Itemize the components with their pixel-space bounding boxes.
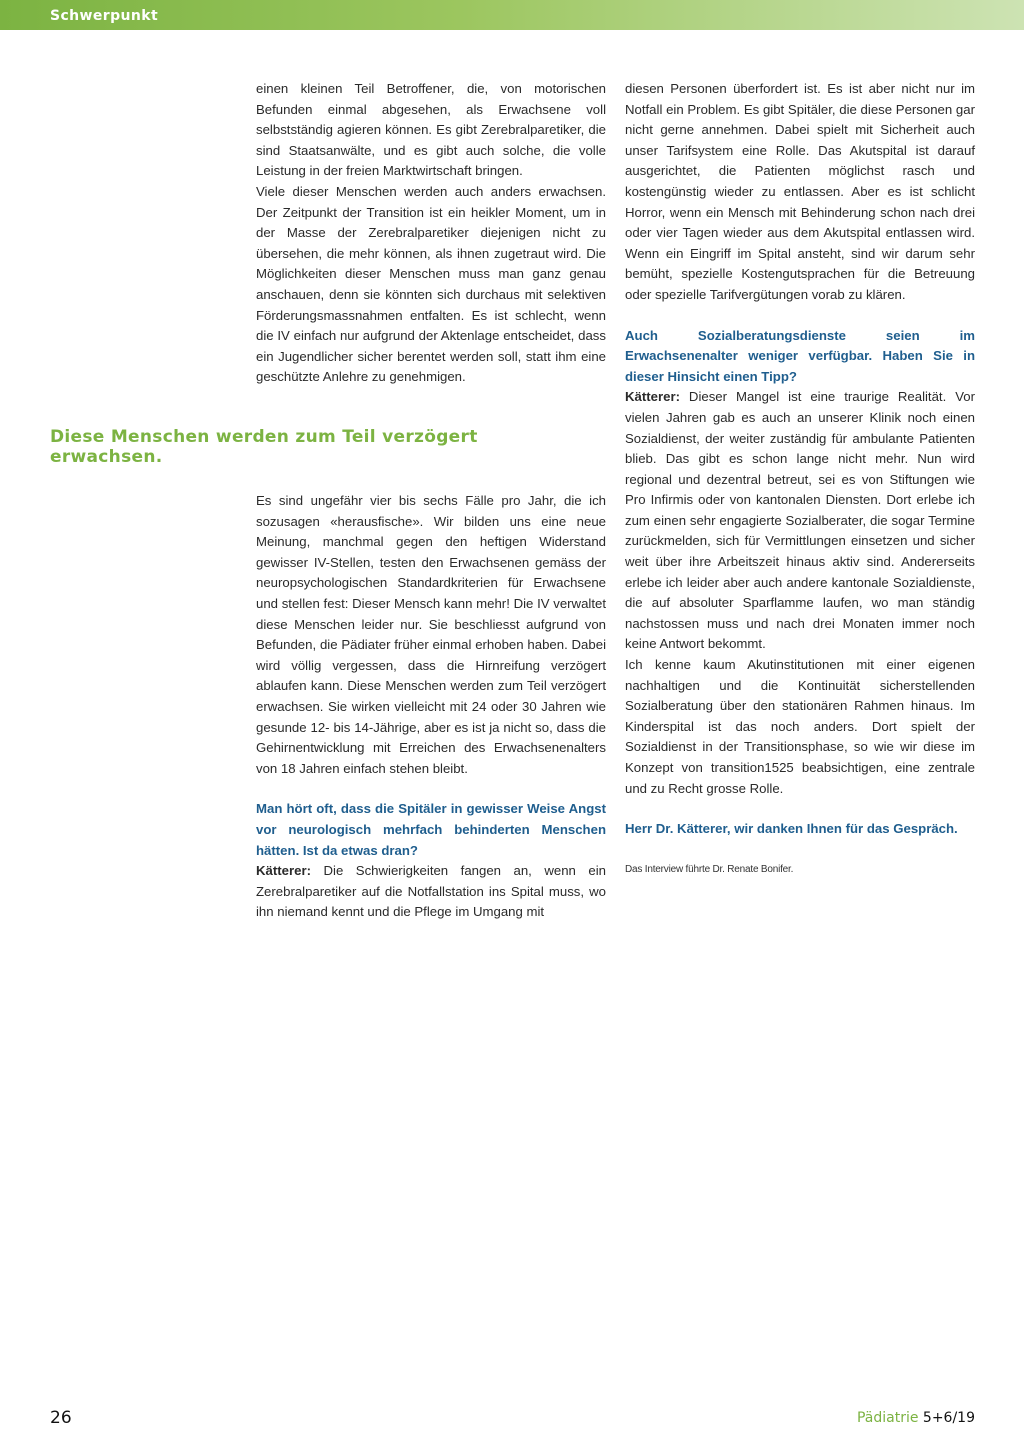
interview-question: Auch Sozialberatungsdienste seien im Erwachsenenalter weniger verfügbar. Haben Sie in dieser Hinsicht einen Tipp? — [625, 327, 975, 384]
issue-number: 5+6/19 — [922, 1410, 975, 1426]
interview-answer — [256, 861, 606, 923]
paragraph: Es sind ungefähr vier bis sechs Fälle pro Jahr, die ich sozusagen «herausfische». Wir bilden uns eine neue Meinung, manchmal gegen den heftigen Widerstand gewisser IV-Stellen, testen den Erwachsenen gemäss der neuropsychologischen Standardkriterien für Erwachsene und stellen fest: Dieser Mensch kann mehr! Die IV verwaltet diese Menschen leider nur. Sie beschliesst aufgrund von Befunden, die Pädiater früher einmal erhoben haben. Dabei wird völlig vergessen, dass die Hirnreifung verzögert ablaufen kann. Diese Menschen werden zum Teil verzögert erwachsen. Sie wirken vielleicht mit 24 oder 30 Jahren wie gesunde 12- bis 14-Jährige, aber es ist ja nicht so, dass die Gehirnentwicklung mit Erreichen des Erwachsenenalters von 18 Jahren einfach stehen bleibt. — [256, 493, 606, 776]
paragraph: einen kleinen Teil Betroffener, die, von motorischen Befunden einmal abgesehen, als Erwachsene voll selbstständig agieren können. Es gibt Zerebralparetiker, die sind Staatsanwälte, und es gibt auch solche, die volle Leistung in der freien Marktwirtschaft bringen. — [256, 81, 606, 179]
header-bar — [0, 0, 1024, 30]
journal-footer — [857, 1410, 975, 1426]
interview-question: Man hört oft, dass die Spitäler in gewisser Weise Angst vor neurologisch mehrfach behinderten Menschen hätten. Ist da etwas dran? — [256, 801, 606, 858]
speaker-name: Kätterer: — [256, 863, 311, 879]
article-column-left-bottom — [256, 491, 606, 923]
paragraph: Ich kenne kaum Akutinstitutionen mit einer eigenen nachhaltigen und die Kontinuität sicherstellenden Sozialberatung über den stationären Rahmen hinaus. Im Kinderspital ist das noch anders. Dort spielt der Sozialdienst in der Transitionsphase, so wie wir diese im Konzept von transition1525 beabsichtigen, eine zentrale und zu Recht grosse Rolle. — [625, 657, 975, 796]
journal-name: Pädiatrie — [856, 1410, 919, 1426]
paragraph: Viele dieser Menschen werden auch anders erwachsen. Der Zeitpunkt der Transition ist ein heikler Moment, um in der Masse der Zerebralparetiker diejenigen nicht zu übersehen, die mehr können, als ihnen zugetraut wird. Die Möglichkeiten dieser Menschen muss man ganz genau anschauen, denn sie könnten sich durchaus mit selektiven Förderungsmassnahmen entfalten. Es ist schlecht, wenn die IV einfach nur aufgrund der Aktenlage entscheidet, dass ein Jugendlicher sicher berentet werden soll, statt ihm eine geschützte Anlehre zu genehmigen. — [256, 183, 606, 385]
interview-credit: Das Interview führte Dr. Renate Bonifer. — [625, 863, 794, 875]
section-label: Schwerpunkt — [50, 8, 159, 24]
paragraph: diesen Personen überfordert ist. Es ist aber nicht nur im Notfall ein Problem. Es gibt Spitäler, die diese Personen gar nicht gerne annehmen. Dabei spielt mit Sicherheit auch unser Tarifsystem eine Rolle. Das Akutspital ist darauf ausgerichtet, die Patienten möglichst rasch und kostengünstig wieder zu entlassen. Aber es ist schlicht Horror, wenn ein Mensch mit Behinderung schon nach drei oder vier Tagen wieder aus dem Akutspital entlassen wird. Wenn ein Eingriff im Spital ansteht, sind wir darum sehr bemüht, spezielle Kostengutsprachen für die Betreuung oder spezielle Tarifvergütungen vorab zu klären. — [625, 81, 975, 302]
pull-quote: Diese Menschen werden zum Teil verzögert erwachsen. — [50, 427, 478, 467]
page-number: 26 — [50, 1408, 72, 1428]
answer-text: Dieser Mangel ist eine traurige Realität. Vor vielen Jahren gab es auch an unserer Klinik noch einen Sozialdienst, der weiter zuständig für ambulante Patienten blieb. Das gibt es schon lange nicht mehr. Nun wird regional und dezentral betreut, sei es von Stiftungen wie Pro Infirmis oder von kantonalen Diensten. Dort erlebe ich zum einen sehr engagierte Sozialberater, die sogar Termine zurückmelden, sich für Vermittlungen einsetzen und sicher weit über ihre Arbeitszeit hinaus aktiv sind. Andererseits erlebe ich leider aber auch andere kantonale Sozialdienste, die auf absoluter Sparflamme laufen, wo man ständig nachstossen muss und nach drei Monaten immer noch keine Antwort bekommt. — [625, 389, 975, 652]
speaker-name: Kätterer: — [625, 389, 680, 405]
article-column-right — [625, 79, 975, 880]
article-column-left-top — [256, 79, 606, 388]
closing-thanks: Herr Dr. Kätterer, wir danken Ihnen für das Gespräch. — [625, 821, 958, 837]
answer-text: Die Schwierigkeiten fangen an, wenn ein Zerebralparetiker auf die Notfallstation ins Spital muss, wo ihn niemand kennt und die Pflege im Umgang mit — [256, 863, 606, 920]
interview-answer — [625, 387, 975, 655]
